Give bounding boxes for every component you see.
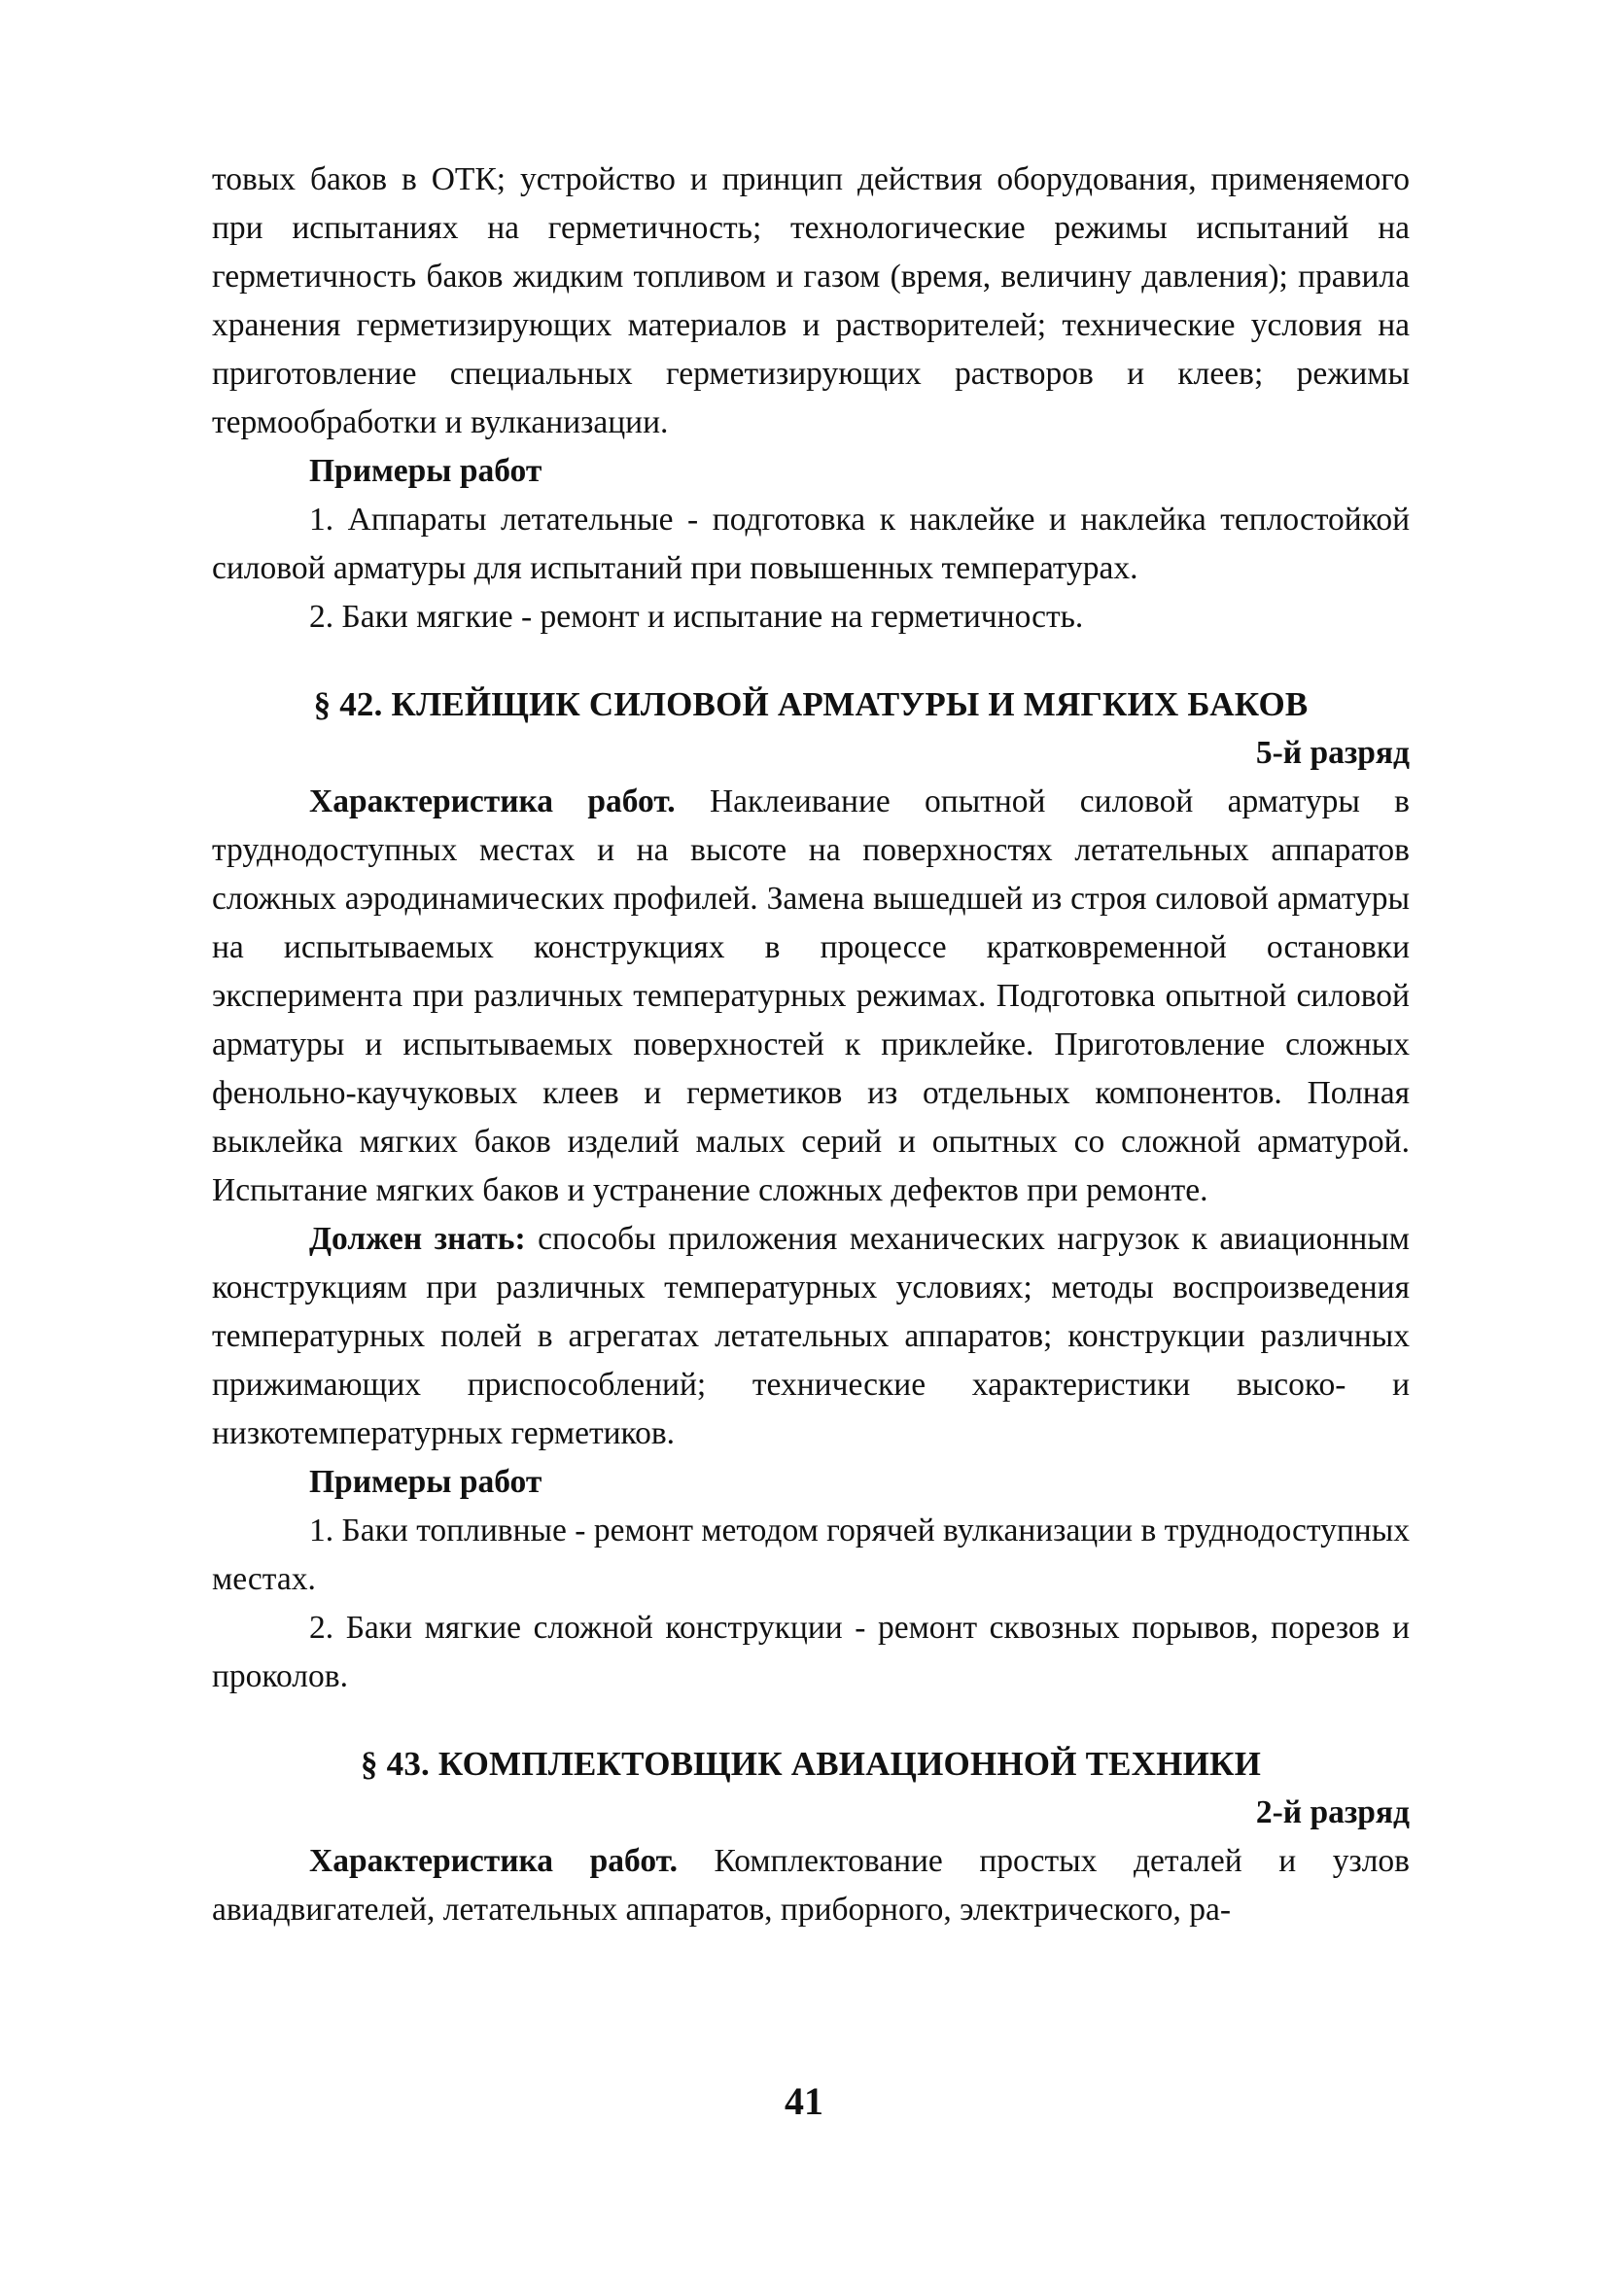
example-item-1-1: 1. Аппараты летательные - подготовка к наклейке и наклейка теплостойкой силовой арматуры для испытаний при повышенных температурах. bbox=[212, 502, 1410, 586]
section-42-title: § 42. КЛЕЙЩИК СИЛОВОЙ АРМАТУРЫ И МЯГКИХ БАКОВ bbox=[313, 685, 1309, 723]
document-page bbox=[212, 156, 1410, 1934]
section-42-example-2: 2. Баки мягкие сложной конструкции - ремонт сквозных порывов, порезов и проколов. bbox=[212, 1610, 1410, 1694]
section-43-characteristic-label: Характеристика работ. bbox=[309, 1843, 678, 1879]
section-43-grade: 2-й разряд bbox=[1255, 1794, 1410, 1830]
section-42-characteristic bbox=[212, 778, 1410, 1215]
section-42-characteristic-label: Характеристика работ. bbox=[309, 783, 676, 819]
example-item-1-2: 2. Баки мягкие - ремонт и испытание на герметичность. bbox=[309, 599, 1084, 635]
section-43-title: § 43. КОМПЛЕКТОВЩИК АВИАЦИОННОЙ ТЕХНИКИ bbox=[360, 1745, 1262, 1783]
continuation-paragraph: товых баков в ОТК; устройство и принцип действия оборудования, применяемого при испытаниях на герметичность; технологические режимы испытаний на герметичность баков жидким топливом и газом (время, величину давления); правила хранения герметизирующих материалов и растворителей; технические условия на приготовление специальных герметизирующих растворов и клеев; режимы термообработки и вулканизации. bbox=[212, 161, 1410, 440]
section-42-grade: 5-й разряд bbox=[1255, 735, 1410, 771]
section-42-characteristic-text: Наклеивание опытной силовой арматуры в труднодоступных местах и на высоте на поверхностях летательных аппаратов сложных аэродинамических профилей. Замена вышедшей из строя силовой арматуры на испытываемых конструкциях в процессе кратковременной остановки эксперимента при различных температурных режимах. Подготовка опытной силовой арматуры и испытываемых поверхностей к приклейке. Приготовление сложных фенольно-каучуковых клеев и герметиков из отдельных компонентов. Полная выклейка мягких баков изделий малых серий и опытных со сложной арматурой. Испытание мягких баков и устранение сложных дефектов при ремонте. bbox=[212, 783, 1410, 1208]
examples-heading-1: Примеры работ bbox=[309, 453, 542, 489]
section-42-must-know-label: Должен знать: bbox=[309, 1221, 526, 1257]
section-42-example-1: 1. Баки топливные - ремонт методом горячей вулканизации в труднодоступных местах. bbox=[212, 1513, 1410, 1597]
section-42-must-know bbox=[212, 1215, 1410, 1458]
page-number: 41 bbox=[785, 2079, 823, 2123]
section-42-must-know-text: способы приложения механических нагрузок к авиационным конструкциям при различных температурных условиях; методы воспроизведения температурных полей в агрегатах летательных аппаратов; конструкции различных прижимающих приспособлений; технические характеристики высоко- и низкотемпературных герметиков. bbox=[212, 1221, 1410, 1451]
section-43-characteristic bbox=[212, 1837, 1410, 1934]
section-43-characteristic-text: Комплектование простых деталей и узлов авиадвигателей, летательных аппаратов, приборного, электрического, ра- bbox=[212, 1843, 1410, 1928]
section-42-examples-heading: Примеры работ bbox=[309, 1464, 542, 1500]
